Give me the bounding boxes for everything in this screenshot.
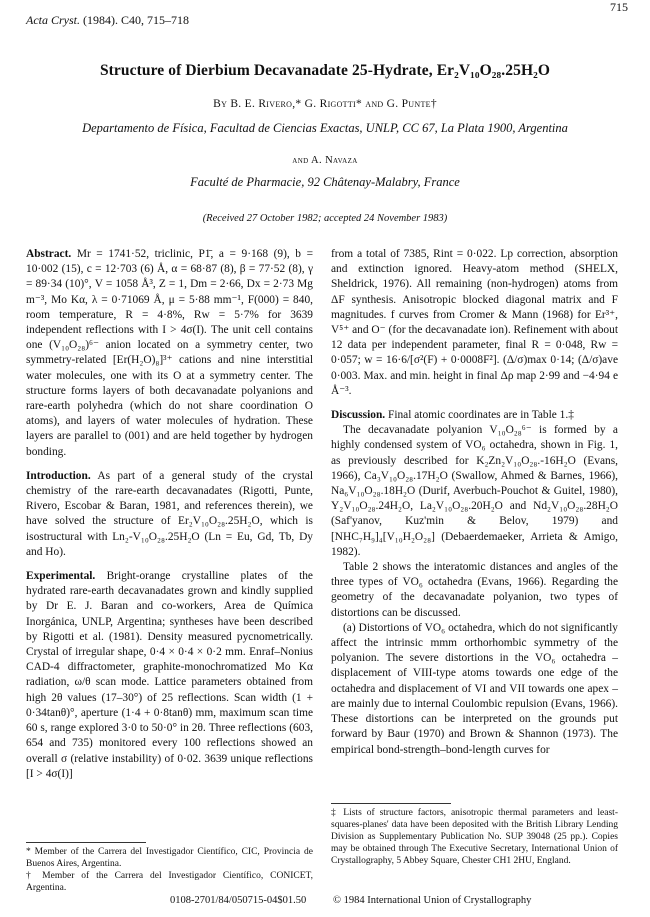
experimental — [26, 569, 313, 782]
introduction-text: As part of a general study of the crystal chemistry of the rare-earth decavanadates (Rigotti, Punte, Rivero, Escobar & Baran, 1981, and references therein), we have solved the structure of Er₂V₁₀O₂₈.25H₂O, which is isostructural with Ln₂-V₁₀O₂₈.25H₂O (Ln = Eu, Gd, Tb, Dy and Ho). — [26, 469, 313, 558]
copyright: © 1984 International Union of Crystallography — [333, 895, 532, 906]
discussion-para-1: The decavanadate polyanion V₁₀O₂₈⁶⁻ is formed by a highly condensed system of VO₆ octahedra, shown in Fig. 1, as previously described for K₂Zn₂V₁₀O₂₈.-16H₂O (Evans, 1966), Ca₃V₁₀O₂₈.17H₂O (Swallow, Ahmed & Barnes, 1966), Na₆V₁₀O₂₈.18H₂O (Durif, Averbuch-Pouchot & Guitel, 1980), Y₂V₁₀O₂₈.24H₂O, La₂V₁₀O₂₈.20H₂O and Nd₂V₁₀O₂₈.28H₂O (Saf'yanov, Kuz'min & Belov, 1979) and [NHC₇H₉]₄[V₁₀H₂O₂₈] (Debaerdemaeker, Arrieta & Amigo, 1982). — [331, 424, 618, 558]
article-code: 0108-2701/84/050715-04$01.50 — [170, 895, 307, 906]
experimental-text: Bright-orange crystalline plates of the hydrated rare-earth decavanadates grown and kindly supplied by Dr E. J. Baran and co-workers, Area de Química Inorgánica, UNLP, Argentina; syntheses have been described by Rigotti et al. (1981). Density measured pycnometrically. Crystal of irregular shape, 0·4 × 0·4 × 0·2 mm. Enraf–Nonius CAD-4 diffractometer, graphite-monochromatized Mo Kα radiation, ω/θ scan mode. Lattice parameters obtained from high 2θ values (17–30°) of 25 reflections. Scan width (1 + 0·34tanθ)°, aperture (1·4 + 0·8tanθ) mm, maximum scan time 60 s, range explored 3·0 to 50·0° in 2θ. Three reflections (603, 654 and 735) monitored every 100 reflections showed an overall σ (relative instability) of 0·02. 3639 unique reflections [I > 4σ(I)] — [26, 570, 313, 780]
introduction-heading: Introduction. — [26, 469, 91, 482]
footnote-rule-right — [331, 803, 451, 804]
right-column — [331, 247, 618, 767]
and-author: and A. Navaza — [292, 155, 358, 166]
affiliation-2: Faculté de Pharmacie, 92 Châtenay-Malabry, France — [190, 175, 460, 189]
affiliation-1: Departamento de Física, Facultad de Ciencias Exactas, UNLP, CC 67, La Plata 1900, Argentina — [82, 121, 568, 135]
experimental-continued: from a total of 7385, Rint = 0·022. Lp correction, absorption and extinction ignored. Heavy-atom method (SHELX, Sheldrick, 1976). All remaining (non-hydrogen) atoms from ΔF synthesis. Anisotropic blocked diagonal matrix and F magnitudes. f curves from Cromer & Mann (1968) for Er³⁺, V⁵⁺ and O⁻ (for the decavanadate ion). Refinement with about 12 data per independent parameter, final R = 0·048, Rw = 0·057; w = 16·6/[σ²(F) + 0·0008F²]. (Δ/σ)max 0·14; (Δ/σ)ave 0·003. Max. and min. height in final Δρ map 2·99 and −4·94 e Å⁻³. — [331, 248, 618, 397]
discussion-para-2: Table 2 shows the interatomic distances and angles of the three types of VO₆ octahedra (Evans, 1966). Regarding the geometry of the decavanadate polyanion, two types of distortions can be discussed. — [331, 561, 618, 619]
received-dates: (Received 27 October 1982; accepted 24 November 1983) — [202, 213, 448, 224]
authors: By B. E. Rivero,* G. Rigotti* and G. Punte† — [213, 98, 437, 110]
journal-name: Acta Cryst. — [26, 13, 80, 27]
left-column — [26, 247, 313, 791]
experimental-heading: Experimental. — [26, 570, 96, 583]
abstract-heading: Abstract. — [26, 248, 72, 260]
discussion-para-3: (a) Distortions of VO₆ octahedra, which do not significantly affect the intrinsic mmm orthorhombic symmetry of the polyanion. The severe distortions in the VO₆ octahedra – displacement of VIII-type atoms towards one edge of the octahedra and displacement of VI and VII towards one apex – are mainly due to internal Coulombic repulsion (Evans, 1966). These distortions can be interpreted on the grounds put forward by Baur (1970) and Brown & Shannon (1973). The empirical bond-strength–bond-length curves for — [331, 621, 618, 756]
footnote-3: ‡ Lists of structure factors, anisotropic thermal parameters and least-squares-planes' data have been deposited with the British Library Lending Division as Supplementary Publication No. SUP 39048 (25 pp.). Copies may be obtained through The Executive Secretary, International Union of Crystallography, 5 Abbey Square, Chester CH1 2HU, England. — [331, 808, 618, 866]
footnote-1: * Member of the Carrera del Investigador Científico, CIC, Provincia de Buenos Aires, Argentina. — [26, 847, 313, 869]
footnotes-left — [26, 846, 313, 894]
abstract — [26, 247, 313, 460]
introduction — [26, 469, 313, 560]
abstract-text: Mr = 1741·52, triclinic, P1̄, a = 9·168 (9), b = 10·002 (15), c = 12·703 (6) Å, α = 68·87 (8), β = 77·52 (8), γ = 89·34 (10)°, V = 1058 Å³, Z = 1, Dm = 2·66, Dx = 2·73 Mg m⁻³, Mo Kα, λ = 0·71069 Å, μ = 5·88 mm⁻¹, F(000) = 840, room temperature, R = 4·8%, Rw = 5·7% for 3639 independent reflections with I > 4σ(I). The unit cell contains one (V₁₀O₂₈)⁶⁻ anion located on a symmetry center, two symmetry-related [Er(H₂O)₈]³⁺ cations and nine interstitial water molecules, one with its O at a symmetry center. The structure forms layers of both decavanadate polyanions and rare-earth polyhedra (which do not share coordination O atoms), and layers of water molecules of hydration. These layers are parallel to (001) and are held together by hydrogen bonding. — [26, 248, 313, 458]
discussion — [331, 408, 618, 758]
journal-citation — [26, 13, 189, 28]
paper-title: Structure of Dierbium Decavanadate 25-Hydrate, Er₂V₁₀O₂₈.25H₂O — [99, 62, 551, 79]
page-number: 715 — [610, 0, 628, 14]
footnote-rule-left — [26, 842, 146, 843]
citation: (1984). C40, 715–718 — [83, 13, 189, 27]
footnote-2: † Member of the Carrera del Investigador Científico, CONICET, Argentina. — [26, 871, 313, 893]
discussion-lead: Final atomic coordinates are in Table 1.‡ — [387, 409, 574, 422]
discussion-heading: Discussion. — [331, 409, 386, 422]
